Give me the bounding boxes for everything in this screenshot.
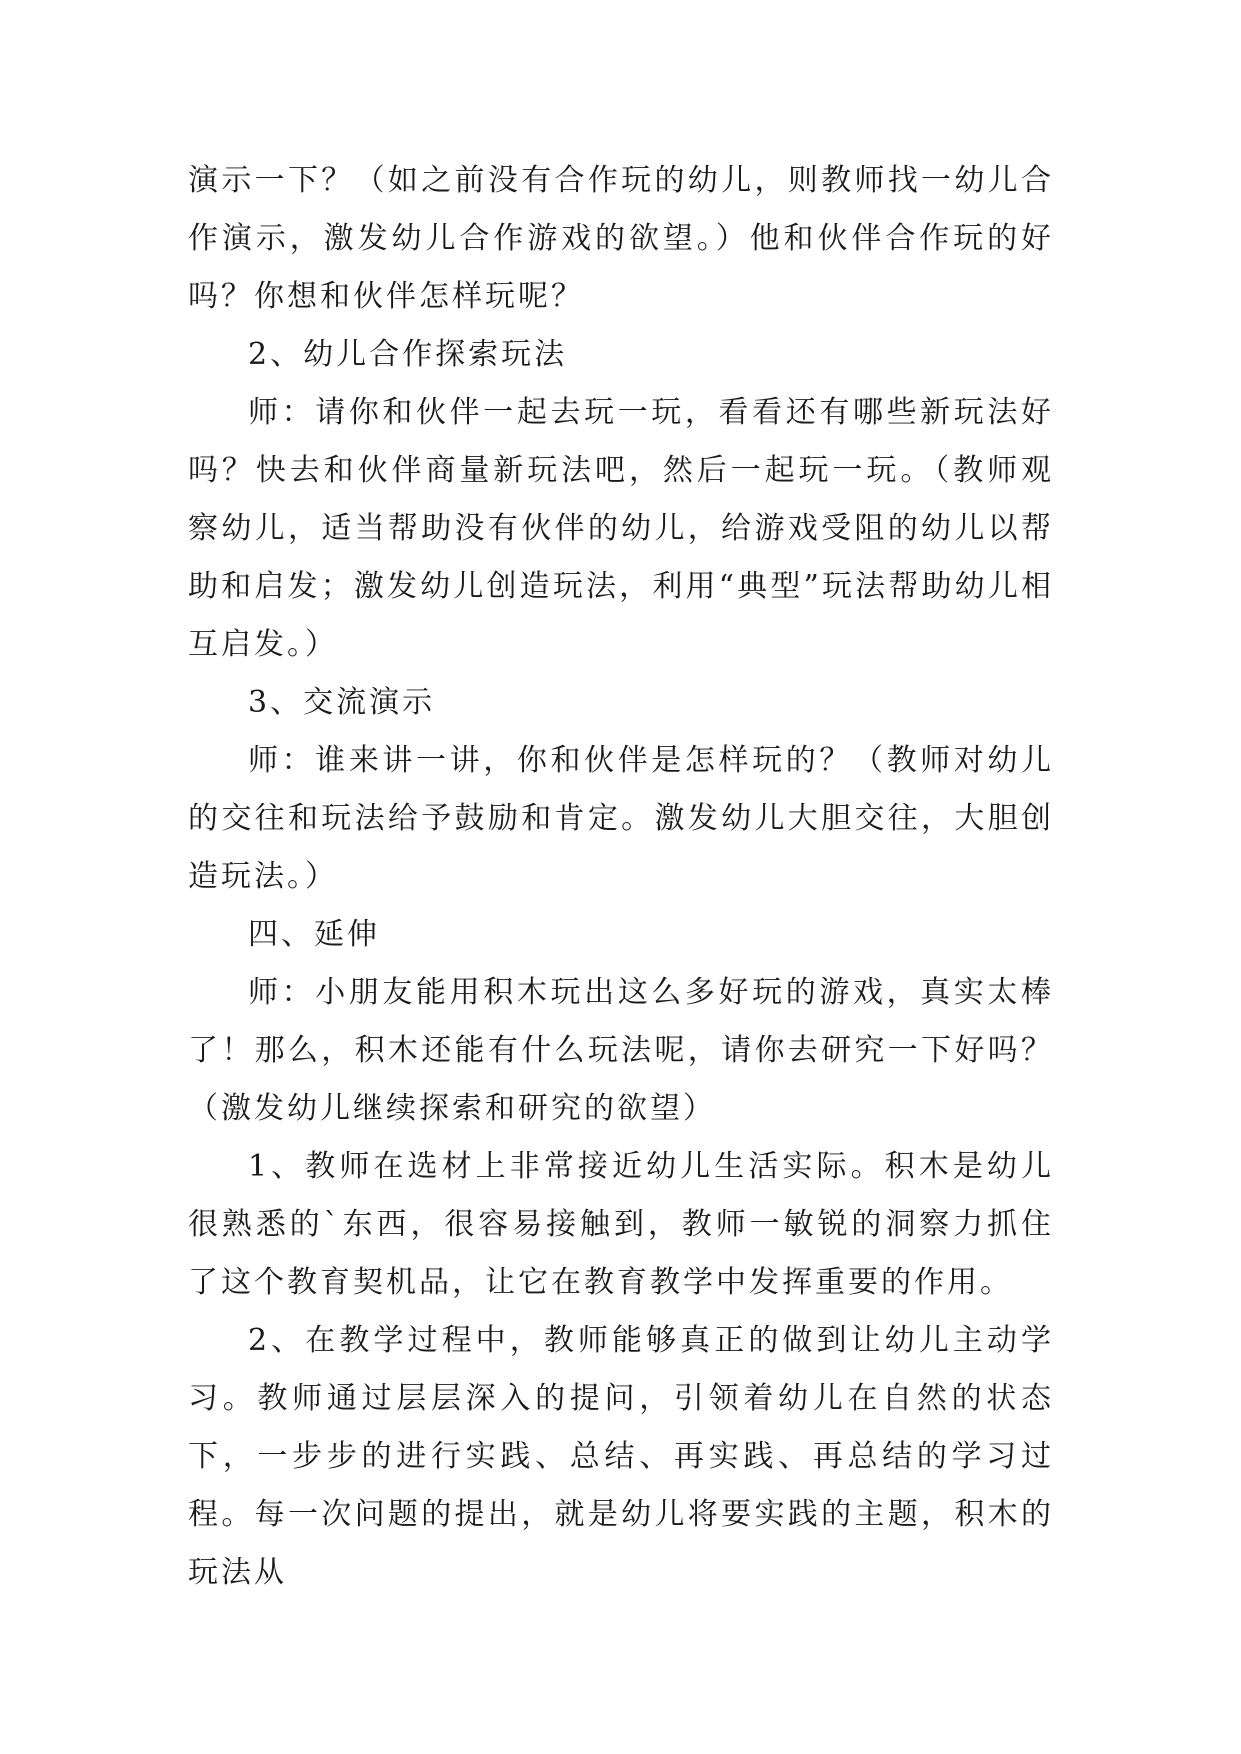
paragraph-1: 演示一下？（如之前没有合作玩的幼儿，则教师找一幼儿合作演示，激发幼儿合作游戏的欲望。）他和伙伴合作玩的好吗？你想和伙伴怎样玩呢？ (188, 163, 1054, 314)
paragraph-4-heading: 3、交流演示 (248, 685, 436, 720)
paragraph-6-heading: 四、延伸 (248, 917, 380, 952)
document-body (188, 152, 1054, 1602)
paragraph-3: 师：请你和伙伴一起去玩一玩，看看还有哪些新玩法好吗？快去和伙伴商量新玩法吧，然后一起玩一玩。（教师观察幼儿，适当帮助没有伙伴的幼儿，给游戏受阻的幼儿以帮助和启发；激发幼儿创造玩法，利用“典型”玩法帮助幼儿相互启发。） (188, 395, 1054, 662)
paragraph-5: 师：谁来讲一讲，你和伙伴是怎样玩的？（教师对幼儿的交往和玩法给予鼓励和肯定。激发幼儿大胆交往，大胆创造玩法。） (188, 743, 1054, 894)
paragraph-7: 师：小朋友能用积木玩出这么多好玩的游戏，真实太棒了！那么，积木还能有什么玩法呢，请你去研究一下好吗？（激发幼儿继续探索和研究的欲望） (188, 975, 1054, 1126)
paragraph-9: 2、在教学过程中，教师能够真正的做到让幼儿主动学习。教师通过层层深入的提问，引领着幼儿在自然的状态下，一步步的进行实践、总结、再实践、再总结的学习过程。每一次问题的提出，就是幼儿将要实践的主题，积木的玩法从 (188, 1323, 1054, 1590)
paragraph-2-heading: 2、幼儿合作探索玩法 (248, 337, 568, 372)
paragraph-8: 1、教师在选材上非常接近幼儿生活实际。积木是幼儿很熟悉的`东西，很容易接触到，教师一敏锐的洞察力抓住了这个教育契机品，让它在教育教学中发挥重要的作用。 (188, 1149, 1054, 1300)
